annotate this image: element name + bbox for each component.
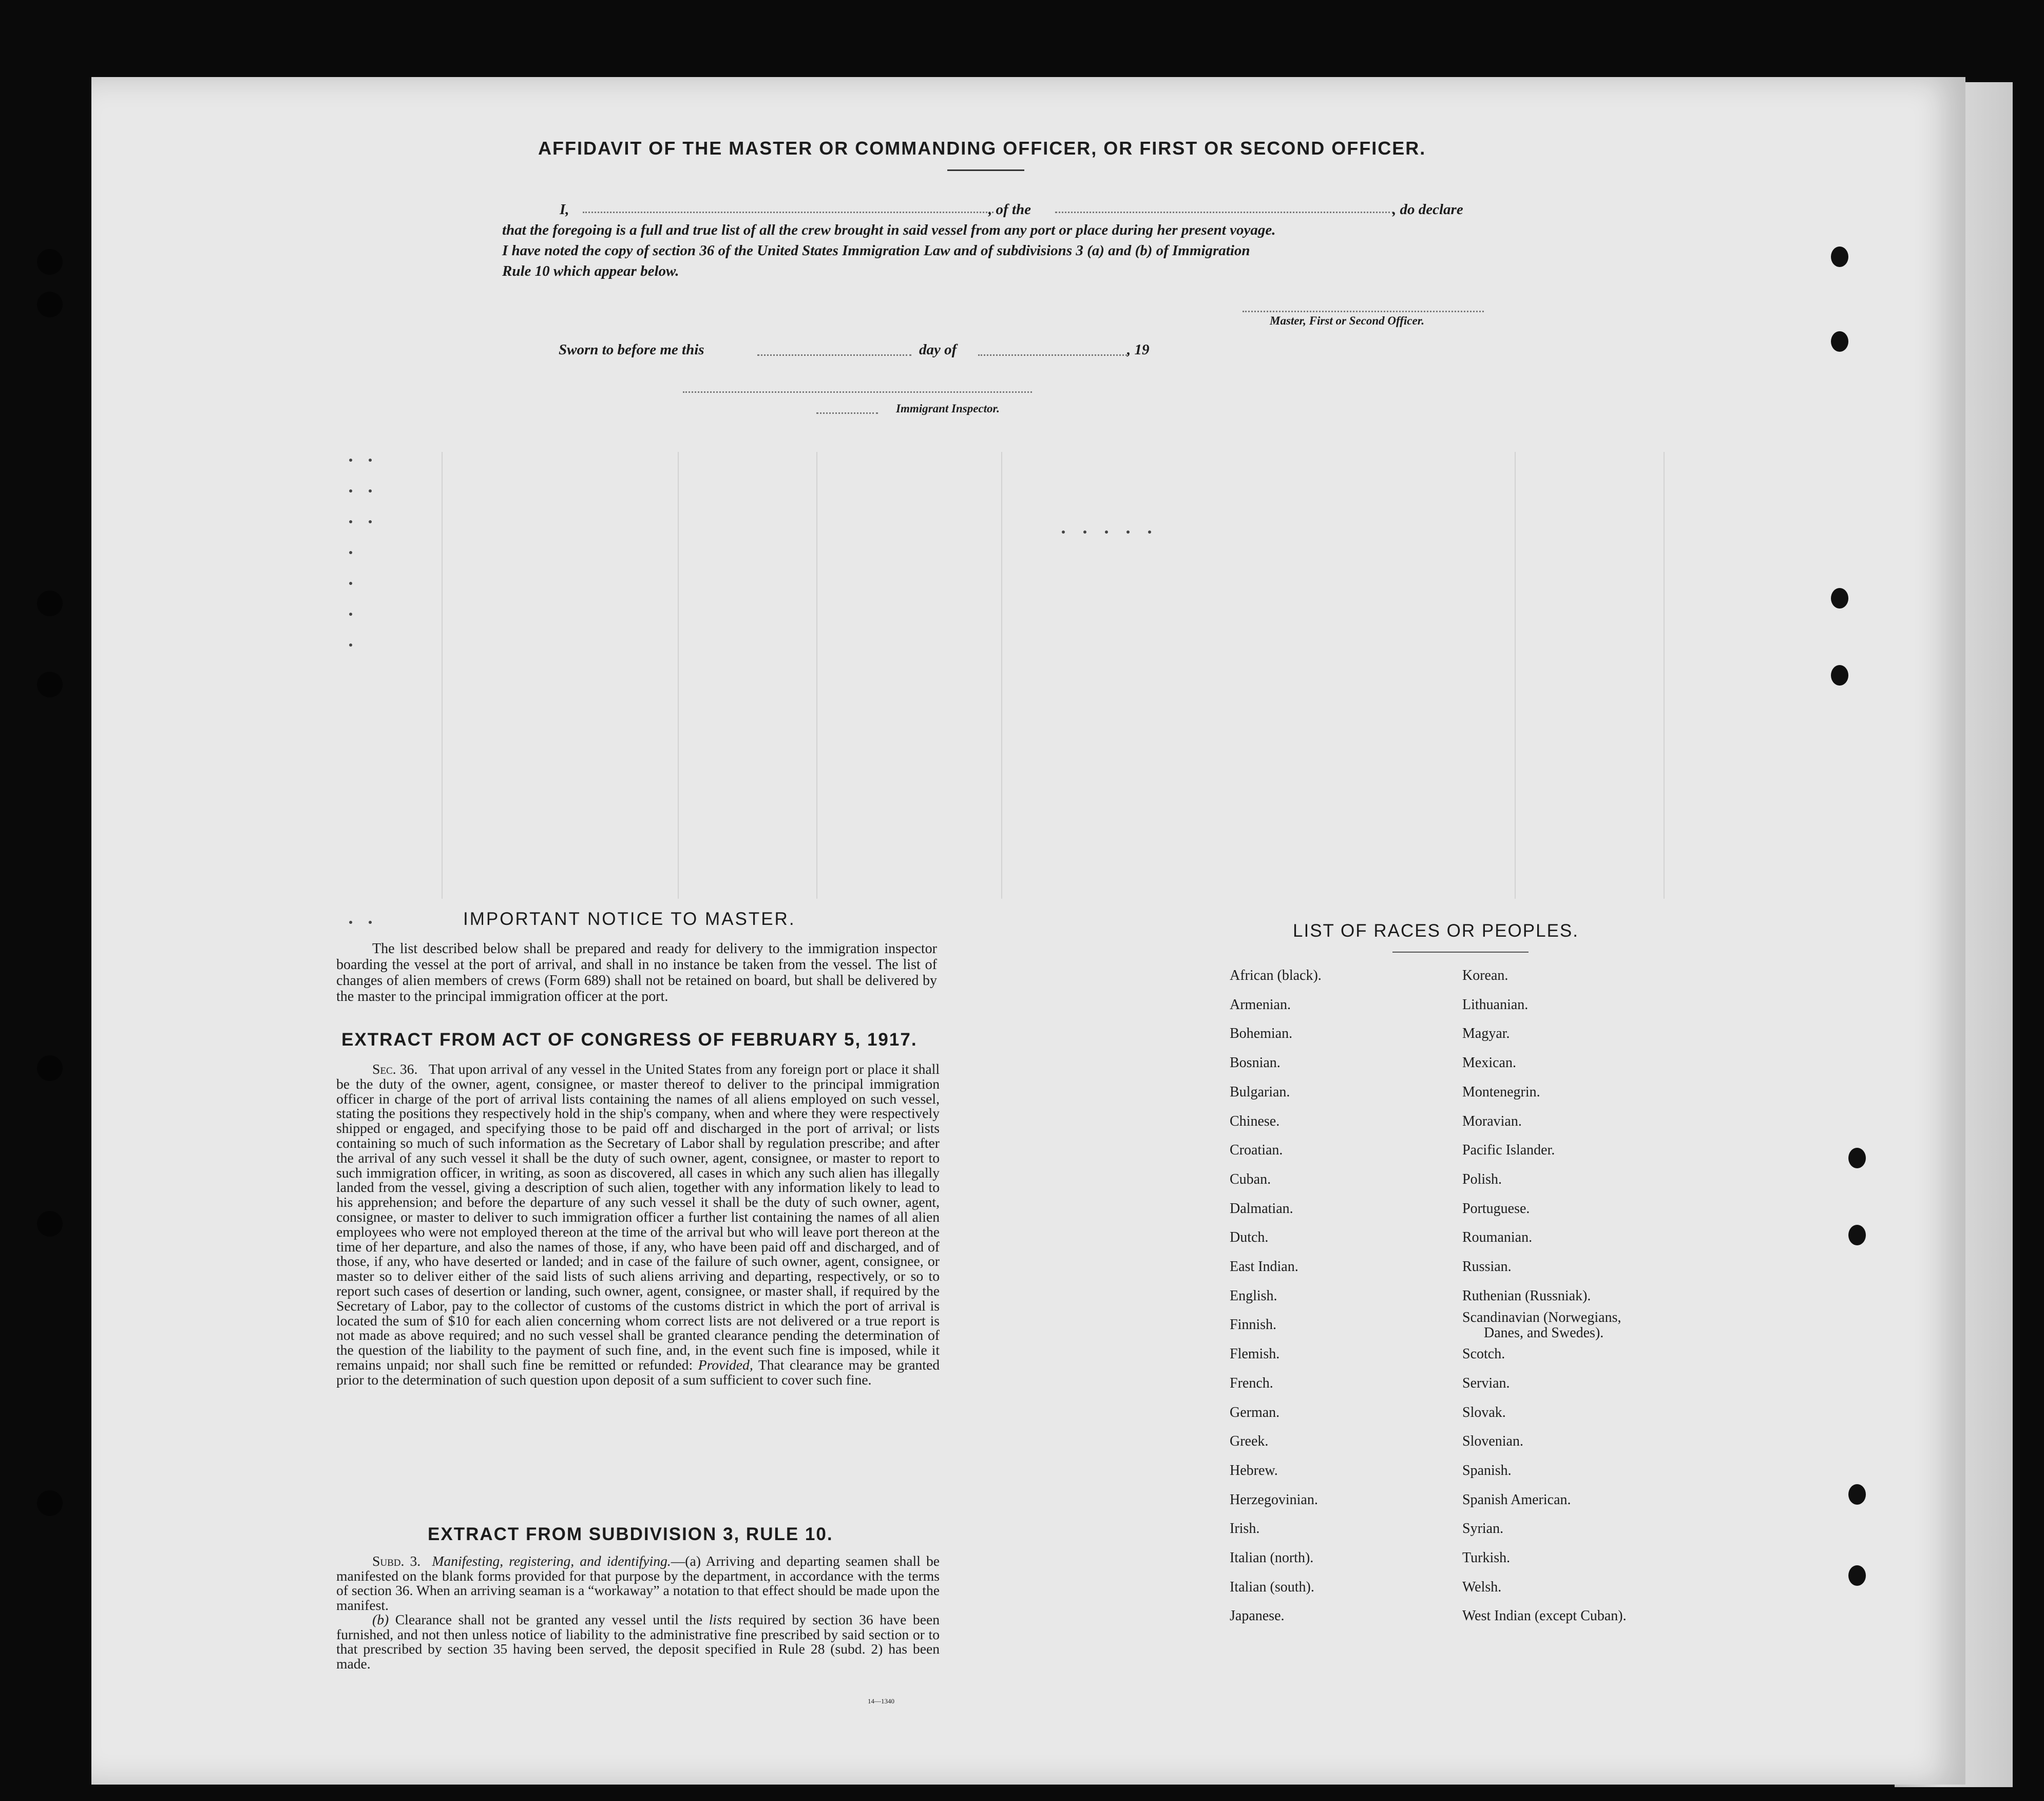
sworn-prefix: Sworn to before me this <box>559 342 704 358</box>
binder-hole <box>1848 1225 1866 1245</box>
races-title: LIST OF RACES OR PEOPLES. <box>1293 921 1579 941</box>
race-item: Slovenian. <box>1462 1433 1523 1450</box>
race-item: Irish. <box>1230 1521 1260 1537</box>
notice-body <box>336 941 937 1004</box>
race-item: Magyar. <box>1462 1026 1510 1042</box>
para-b-marker: (b) <box>372 1612 389 1627</box>
race-item: Scotch. <box>1462 1346 1505 1362</box>
bleed-through-line <box>816 452 817 899</box>
inspector-signature-line[interactable] <box>683 391 1032 393</box>
inspector-short-line <box>816 412 878 414</box>
race-item: German. <box>1230 1404 1280 1420</box>
race-item: Hebrew. <box>1230 1462 1278 1478</box>
race-item: English. <box>1230 1287 1277 1304</box>
row-tick <box>369 520 372 523</box>
race-item: Korean. <box>1462 968 1508 983</box>
act-title: EXTRACT FROM ACT OF CONGRESS OF FEBRUARY 5, 1917. <box>341 1030 918 1050</box>
para-a-text: Arriving and departing seamen shall be manifested on the blank forms provided for that purpose by the department, in accordance with the terms of section 36. When an arriving seaman is a “workaway” a notation to that effect should be made upon the manifest. <box>336 1553 940 1613</box>
race-item: Ruthenian (Russniak). <box>1462 1287 1591 1304</box>
race-item: Scandinavian (Norwegians, <box>1462 1310 1621 1326</box>
binder-hole <box>37 1490 63 1516</box>
bleed-through-line <box>442 452 443 899</box>
race-item: Flemish. <box>1230 1346 1280 1362</box>
sworn-year: , 19 <box>1127 342 1150 358</box>
affidavit-vessel-of: , of the <box>988 201 1031 218</box>
race-item: Croatian. <box>1230 1142 1283 1159</box>
race-item: Roumanian. <box>1462 1229 1533 1246</box>
name-blank[interactable] <box>583 212 994 213</box>
row-tick <box>369 489 372 492</box>
race-item: East Indian. <box>1230 1259 1298 1275</box>
race-item: Greek. <box>1230 1433 1269 1450</box>
act-body <box>336 1062 940 1388</box>
binder-hole <box>37 292 63 317</box>
race-item: Mexican. <box>1462 1055 1516 1071</box>
row-tick <box>349 582 352 585</box>
race-item: Spanish American. <box>1462 1491 1571 1508</box>
row-tick <box>349 489 352 492</box>
row-tick <box>1126 530 1130 534</box>
race-item: Syrian. <box>1462 1521 1504 1537</box>
race-item: Lithuanian. <box>1462 996 1529 1013</box>
race-item: Dalmatian. <box>1230 1200 1293 1217</box>
binder-hole <box>1848 1565 1866 1586</box>
section-36-end: That clearance may be granted prior to the determination of such question upon deposit of a sum sufficient to cover such fine. <box>336 1356 940 1388</box>
race-item: Italian (south). <box>1230 1579 1314 1595</box>
race-item: Turkish. <box>1462 1550 1511 1566</box>
binder-hole <box>37 591 63 616</box>
vessel-blank[interactable] <box>1055 212 1394 213</box>
row-tick <box>369 459 372 462</box>
race-item: Bohemian. <box>1230 1026 1293 1042</box>
binder-hole <box>37 672 63 697</box>
row-tick <box>349 520 352 523</box>
binder-hole <box>37 249 63 275</box>
signature-label: Master, First or Second Officer. <box>1270 314 1425 327</box>
races-title-rule <box>1392 952 1529 953</box>
sworn-day-blank[interactable] <box>757 354 911 356</box>
race-item: Slovak. <box>1462 1404 1506 1420</box>
title-rule <box>947 169 1024 171</box>
race-item: African (black). <box>1230 968 1322 983</box>
para-b-end: required by section 36 have been furnished, and not then unless notice of liability to the administrative fine prescribed by said section or to that prescribed by section 35 having been served, the deposit specified in Rule 28 (subd. 2) has been made. <box>336 1612 940 1672</box>
form-number: 14—1340 <box>868 1697 894 1705</box>
race-item: Chinese. <box>1230 1113 1280 1129</box>
bleed-through-line <box>1001 452 1002 899</box>
race-item: Spanish. <box>1462 1462 1512 1478</box>
race-item: Italian (north). <box>1230 1550 1314 1566</box>
inspector-label: Immigrant Inspector. <box>896 402 1000 415</box>
affidavit-declare: , do declare <box>1392 201 1463 218</box>
race-item: Portuguese. <box>1462 1200 1530 1217</box>
race-item: Finnish. <box>1230 1317 1277 1333</box>
affidavit-line-2: that the foregoing is a full and true list of all the crew brought in said vessel from any port or place during her present voyage. <box>502 222 1276 238</box>
row-tick <box>349 459 352 462</box>
race-item: Polish. <box>1462 1171 1502 1187</box>
section-36-text: That upon arrival of any vessel in the United States from any foreign port or place it shall be the duty of the owner, agent, consignee, or master thereof to deliver to the principal immigration officer in charge of the port of arrival lists containing the names of all aliens employed on such vessel, stating the positions they respectively hold in the ship's company, when and where they were respectively shipped or engaged, and specifying those to be paid off and discharged in the port of arrival; or lists containing so much of such information as the Secretary of Labor shall by regulation prescribe; and after the arrival of any such vessel it shall be the duty of such owner, agent, consignee, or master to report to such immigration officer, in writing, as soon as discovered, all cases in which any such alien has illegally landed from the vessel, giving a description of such alien, together with any information likely to lead to his apprehension; and before the departure of any such vessel it shall be the duty of such owner, agent, consignee, or master to deliver to such immigration officer a further list containing the names of all alien employees who were not employed thereon at the time of the arrival but who will leave port thereon at the time of her departure, and also the names of those, if any, who have been paid off and discharged, and of those, if any, who have deserted or landed; and in case of the failure of such owner, agent, consignee, or master so to deliver either of the said lists of such aliens arriving and departing, respectively, or so to report such cases of desertion or landing, such owner, agent, consignee, or master shall, if required by the Secretary of Labor, pay to the collector of customs of the customs district in which the port of arrival is located the sum of $10 for each alien concerning whom correct lists are not delivered or a true report is not made as above required; and no such vessel shall be granted clearance pending the determination of the question of the liability to the payment of such fine, and, in the event such fine is imposed, while it remains unpaid; nor shall such fine be remitted or refunded: <box>336 1061 940 1373</box>
race-item: West Indian (except Cuban). <box>1462 1608 1627 1624</box>
race-item: Moravian. <box>1462 1113 1522 1129</box>
binder-hole <box>1848 1484 1866 1505</box>
binder-hole <box>1831 247 1848 267</box>
row-tick <box>1083 530 1086 534</box>
race-item: Russian. <box>1462 1259 1512 1275</box>
provided-label: Provided, <box>698 1356 753 1373</box>
race-item: Servian. <box>1462 1375 1510 1391</box>
para-a-marker: —(a) <box>671 1553 701 1569</box>
affidavit-line-4: Rule 10 which appear below. <box>502 263 679 279</box>
race-item: French. <box>1230 1375 1273 1391</box>
bleed-through-line <box>678 452 679 899</box>
race-item: Danes, and Swedes). <box>1484 1325 1604 1341</box>
affidavit-title: AFFIDAVIT OF THE MASTER OR COMMANDING OFFICER, OR FIRST OR SECOND OFFICER. <box>538 138 1426 159</box>
binder-hole <box>1831 665 1848 686</box>
binder-hole <box>1848 1148 1866 1168</box>
race-item: Japanese. <box>1230 1608 1285 1624</box>
race-item: Montenegrin. <box>1462 1084 1540 1100</box>
row-tick <box>349 921 352 924</box>
notice-text: The list described below shall be prepared and ready for delivery to the immigration inspector boarding the vessel at the port of arrival, and shall in no instance be taken from the vessel. The list of changes of alien members of crews (Form 689) shall not be retained on board, but shall be delivered by the master to the principal immigration officer at the port. <box>336 941 937 1004</box>
binder-hole <box>37 1211 63 1237</box>
race-item: Welsh. <box>1462 1579 1502 1595</box>
subd-heading: Manifesting, registering, and identifying. <box>432 1553 671 1569</box>
subdivision-body <box>336 1554 940 1671</box>
notice-title: IMPORTANT NOTICE TO MASTER. <box>463 909 796 929</box>
race-item: Bosnian. <box>1230 1055 1281 1071</box>
bleed-through-line <box>1664 452 1665 899</box>
affidavit-line-3: I have noted the copy of section 36 of the United States Immigration Law and of subdivisions 3 (a) and (b) of Immigration <box>502 242 1250 259</box>
race-item: Herzegovinian. <box>1230 1491 1318 1508</box>
binder-hole <box>1831 331 1848 352</box>
subdivision-title: EXTRACT FROM SUBDIVISION 3, RULE 10. <box>428 1524 833 1544</box>
para-b-lists: lists <box>709 1612 732 1627</box>
race-item: Pacific Islander. <box>1462 1142 1555 1159</box>
manifest-page-back <box>91 77 1965 1785</box>
sworn-month-blank[interactable] <box>978 354 1127 356</box>
row-tick <box>1105 530 1108 534</box>
row-tick <box>1062 530 1065 534</box>
sworn-day-of: day of <box>919 342 957 358</box>
subd-label: Subd. 3. <box>372 1553 421 1569</box>
affidavit-name-prefix: I, <box>560 201 569 218</box>
row-tick <box>369 921 372 924</box>
binder-hole <box>37 1055 63 1081</box>
race-item: Bulgarian. <box>1230 1084 1290 1100</box>
section-label: Sec. 36. <box>372 1061 418 1077</box>
race-item: Dutch. <box>1230 1229 1269 1246</box>
race-item: Armenian. <box>1230 996 1291 1013</box>
bleed-through-line <box>1515 452 1516 899</box>
binder-hole <box>1831 588 1848 609</box>
signature-line[interactable] <box>1243 311 1484 312</box>
row-tick <box>349 551 352 554</box>
para-b-start: Clearance shall not be granted any vessel until the <box>395 1612 703 1627</box>
race-item: Cuban. <box>1230 1171 1271 1187</box>
row-tick <box>349 613 352 616</box>
row-tick <box>349 643 352 647</box>
row-tick <box>1148 530 1151 534</box>
